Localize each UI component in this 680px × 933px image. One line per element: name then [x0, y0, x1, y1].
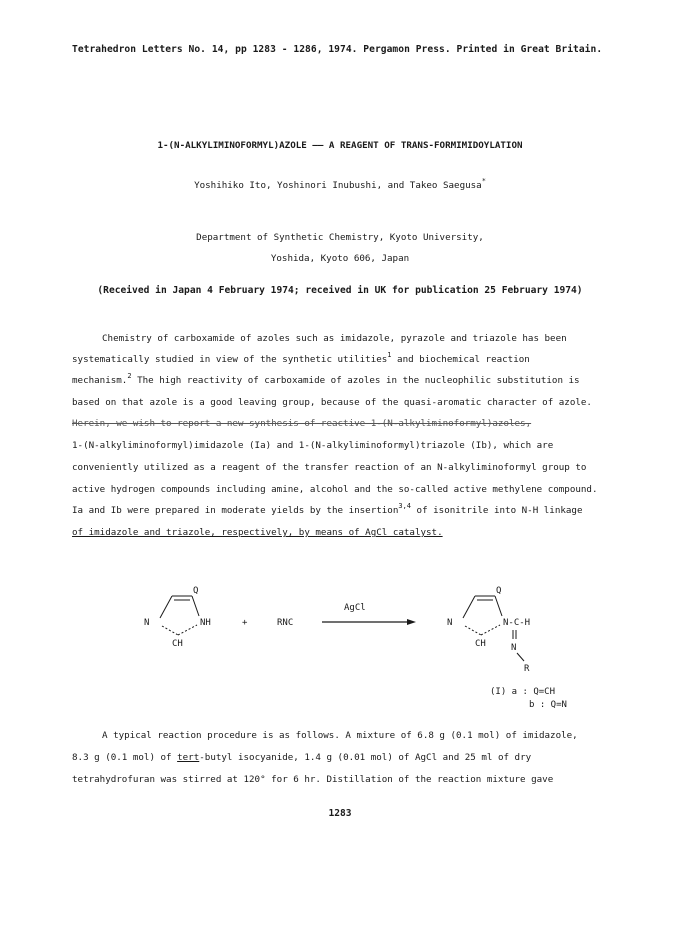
- ring-atom-q: Q: [193, 586, 199, 596]
- article-authors: [0, 177, 680, 191]
- italic-term: tert: [177, 752, 200, 763]
- text-line-struck: Herein, we wish to report a new synthesis of reactive 1-(N-alkyliminoformyl)azoles,: [72, 418, 532, 429]
- plus-sign: +: [242, 618, 248, 628]
- received-dates: (Received in Japan 4 February 1974; received in UK for publication 25 February 1974): [97, 285, 583, 296]
- author-names: Yoshihiko Ito, Yoshinori Inubushi, and Takeo Saegusa: [194, 180, 482, 191]
- text-line: 1-(N-alkyliminoformyl)imidazole (Ia) and 1-(N-alkyliminoformyl)triazole (Ib), which are: [72, 440, 554, 451]
- product-label-a: (I) a : Q=CH: [490, 687, 556, 697]
- text-line: Chemistry of carboxamide of azoles such as imidazole, pyrazole and triazole has been: [102, 333, 567, 344]
- reaction-scheme: [0, 560, 680, 710]
- reaction-arrow: [322, 619, 416, 625]
- text-line: tetrahydrofuran was stirred at 120° for 6 hr. Distillation of the reaction mixture gave: [72, 774, 554, 785]
- text-span: -butyl isocyanide, 1.4 g (0.01 mol) of AgCl and 25 ml of dry: [199, 752, 532, 763]
- article-title: 1-(N-ALKYLIMINOFORMYL)AZOLE —— A REAGENT OF TRANS-FORMIMIDOYLATION: [157, 140, 523, 151]
- text-span: Ia and Ib were prepared in moderate yields by the insertion: [72, 505, 399, 516]
- catalyst-label: AgCl: [344, 603, 366, 613]
- ring-atom-nh: NH: [200, 618, 211, 628]
- text-line: [72, 502, 583, 516]
- journal-header: Tetrahedron Letters No. 14, pp 1283 - 1286, 1974. Pergamon Press. Printed in Great Britain.: [72, 44, 603, 55]
- affiliation-line-2: Yoshida, Kyoto 606, Japan: [270, 253, 410, 264]
- imine-nitrogen: N: [511, 643, 517, 653]
- text-line: of imidazole and triazole, respectively, by means of AgCl catalyst.: [72, 527, 443, 538]
- text-line: based on that azole is a good leaving group, because of the quasi-aromatic character of azole.: [72, 397, 592, 408]
- reference-mark: 2: [127, 372, 132, 380]
- affiliation-line-1: Department of Synthetic Chemistry, Kyoto University,: [196, 232, 484, 243]
- text-span: 8.3 g (0.1 mol) of: [72, 752, 178, 763]
- text-span: mechanism.: [72, 375, 128, 386]
- product-label-b: b : Q=N: [529, 700, 567, 710]
- text-line: conveniently utilized as a reagent of the transfer reaction of an N-alkyliminoformyl group to: [72, 462, 587, 473]
- ring-atom-n: N: [144, 618, 150, 628]
- text-line: [72, 752, 531, 763]
- text-span: and biochemical reaction: [391, 354, 530, 365]
- alkyl-group-r: R: [524, 664, 530, 674]
- text-line: A typical reaction procedure is as follows. A mixture of 6.8 g (0.1 mol) of imidazole,: [102, 730, 578, 741]
- text-line: [72, 351, 530, 365]
- text-span: of isonitrile into N-H linkage: [411, 505, 583, 516]
- isocyanide-reagent: RNC: [277, 618, 294, 628]
- reference-mark: 1: [387, 351, 392, 359]
- text-span: The high reactivity of carboxamide of azoles in the nucleophilic substitution is: [131, 375, 580, 386]
- text-line: active hydrogen compounds including amine, alcohol and the so-called active methylene compound.: [72, 484, 598, 495]
- corresponding-author-mark: *: [481, 177, 486, 185]
- azole-reactant: [160, 596, 199, 635]
- page-number: 1283: [328, 808, 352, 819]
- ring-atom-ch: CH: [172, 639, 183, 649]
- product-atom-n: N: [447, 618, 453, 628]
- product-atom-ch: CH: [475, 639, 486, 649]
- text-line: [72, 372, 580, 386]
- text-span: systematically studied in view of the synthetic utilities: [72, 354, 388, 365]
- reference-mark: 3,4: [398, 502, 412, 510]
- product-atom-q: Q: [496, 586, 502, 596]
- product-group-nch: N-C-H: [503, 618, 531, 628]
